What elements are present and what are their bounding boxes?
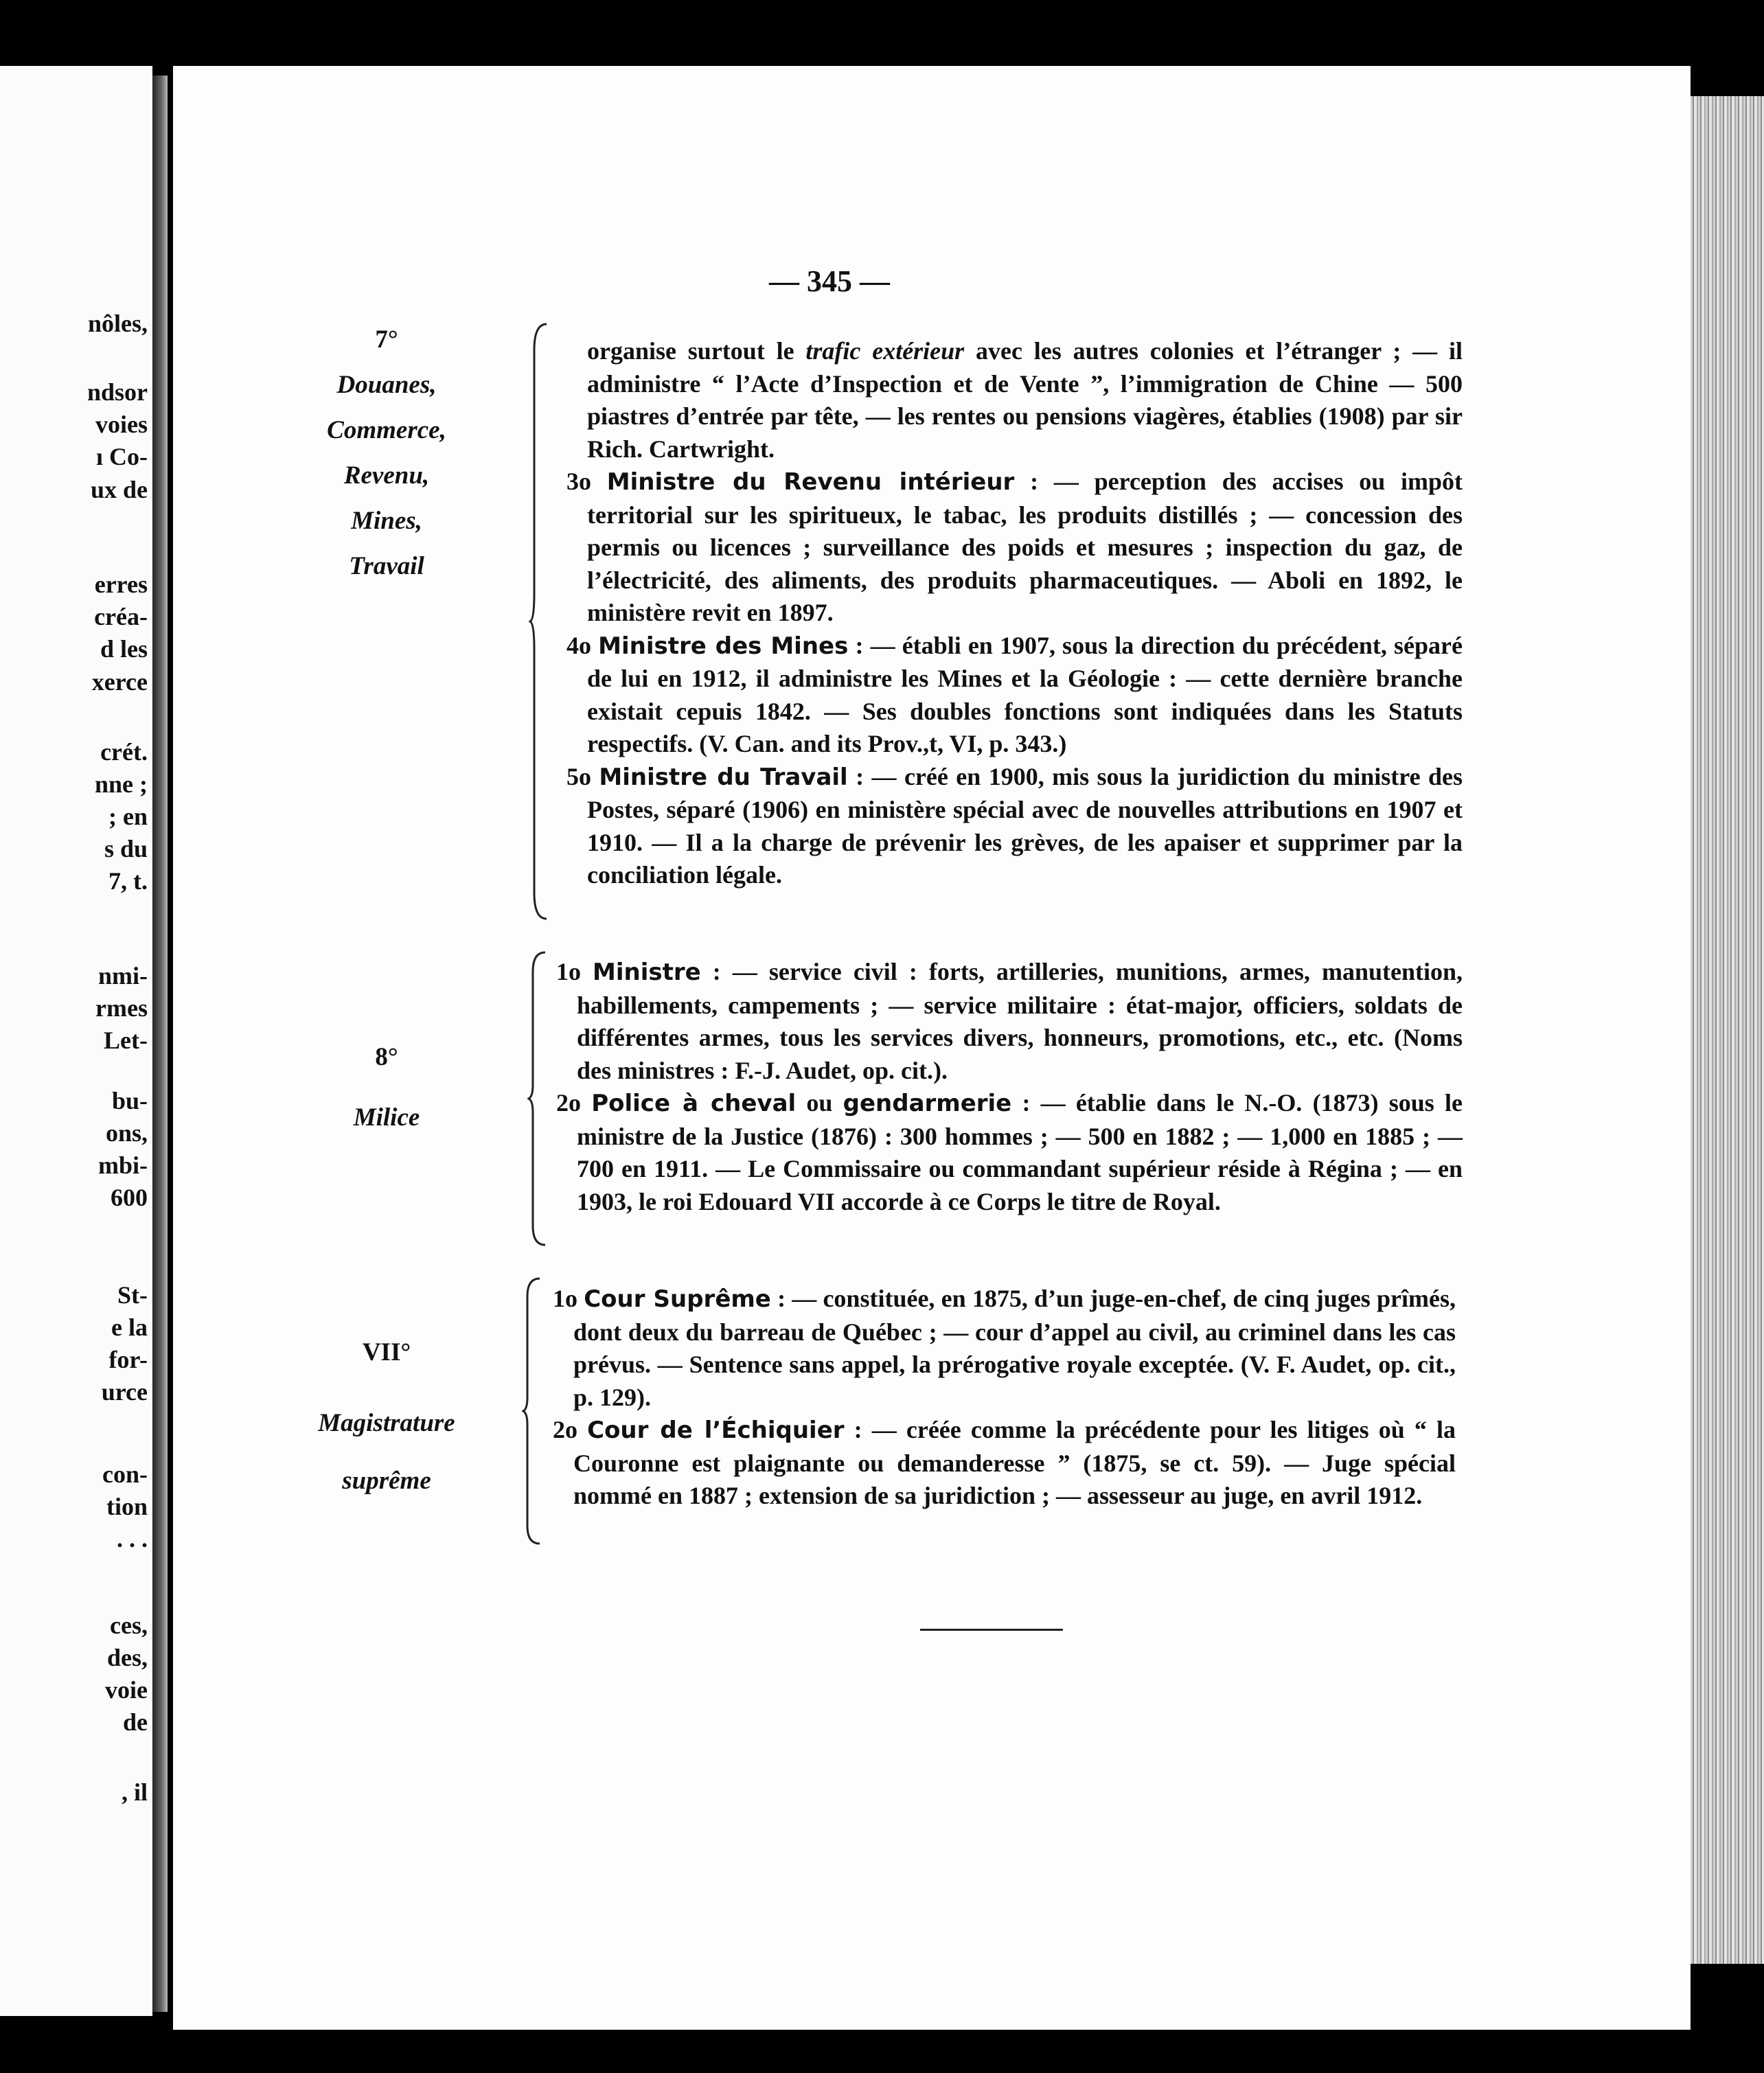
section-title-line: Revenu, — [343, 461, 430, 490]
item-number: 4o — [566, 631, 591, 659]
facing-page-fragment: ; en — [108, 803, 148, 830]
item-number: 5o — [566, 762, 591, 790]
item-heading: Ministre des Mines — [598, 632, 849, 660]
facing-page-fragment: mbi- — [98, 1152, 148, 1179]
list-item — [556, 466, 1463, 630]
facing-page-fragment: rmes — [95, 994, 148, 1022]
item-number: 1o — [556, 958, 581, 985]
section-title-line: Mines, — [351, 507, 422, 535]
item-number: 1o — [553, 1285, 577, 1312]
section-number: 7° — [375, 325, 398, 354]
section-VII-text — [542, 1283, 1456, 1513]
section-label-8 — [270, 1042, 503, 1141]
section-title-line: Magistrature — [318, 1409, 455, 1437]
item-text: : — établi en 1907, sous la direction du précédent, séparé de lui en 1912, il administre les Mines et la Géologie : — cette dernière branche existait cepuis 1842. — Ses doubles fonctions sont indiquées dans les Statuts respectifs. (V. Can. and its Prov.,t, VI, p. 343.) — [587, 631, 1463, 757]
facing-page-fragment: ndsor — [87, 378, 148, 406]
item-text: : — établie dans le N.-O. (1873) sous le ministre de la Justice (1876) : 300 hommes ; — 500 en 1882 ; — 1,000 en 1885 ; — 700 en 1911. — Le Commissaire ou commandant supérieur réside à Régina ; — en 1903, le roi Edouard VII accorde à ce Corps le titre de Royal. — [577, 1089, 1463, 1215]
section-label-7 — [270, 325, 503, 589]
item-heading: Cour de l’Échiquier — [587, 1417, 845, 1444]
section-title-line: Milice — [353, 1103, 420, 1132]
list-item — [542, 1283, 1456, 1414]
item-text: : — perception des accises ou impôt territorial sur les spiritueux, le tabac, les produits distillés ; — concession des permis ou licences ; surveillance des poids et mesures ; inspection du gaz, de l’électricité, des aliments, des produits pharmaceutiques. — Aboli en 1892, le ministère revit en 1897. — [587, 468, 1463, 626]
facing-page-fragment: . . . — [117, 1525, 148, 1553]
facing-page-fragment: des, — [106, 1644, 148, 1671]
facing-page-fragment: bu- — [111, 1087, 148, 1114]
page-number: — 345 — — [769, 264, 890, 298]
facing-page-fragment: d les — [100, 635, 148, 663]
list-item — [556, 761, 1463, 892]
facing-page-fragment: ces, — [110, 1612, 148, 1639]
section-label-VII — [270, 1338, 503, 1510]
item-text: ou — [796, 1089, 843, 1116]
item-number: 2o — [553, 1416, 577, 1443]
facing-page-fragment: for- — [108, 1346, 148, 1373]
item-heading: Ministre — [593, 959, 701, 986]
list-item — [542, 1414, 1456, 1513]
book-gutter — [152, 76, 168, 2012]
section-7-text — [556, 335, 1463, 892]
item-number: 3o — [566, 468, 591, 495]
facing-page-fragment: con- — [102, 1461, 148, 1488]
brace — [527, 951, 547, 1246]
facing-page-fragment: voie — [105, 1676, 148, 1704]
facing-page-fragment: créa- — [94, 603, 148, 630]
item-heading: Cour Suprême — [584, 1285, 771, 1313]
section-8-text — [556, 956, 1463, 1218]
facing-page-fragment: xerce — [91, 668, 148, 696]
section-title-line: Travail — [349, 552, 424, 580]
item-heading: gendarmerie — [843, 1090, 1012, 1117]
facing-page-fragment: e la — [111, 1314, 148, 1341]
facing-page-fragment: St- — [117, 1281, 148, 1309]
brace — [522, 1277, 541, 1545]
section-title-line: Commerce, — [327, 416, 446, 444]
facing-page-fragment: de — [123, 1708, 148, 1736]
item-heading: Ministre du Travail — [599, 763, 848, 791]
list-item — [556, 1087, 1463, 1218]
facing-page-fragment: 7, t. — [108, 867, 148, 895]
book-page-edges — [1691, 96, 1764, 1964]
facing-page-fragment: nôles, — [87, 310, 148, 337]
brace — [529, 323, 548, 920]
facing-page-fragment: ı Co- — [96, 443, 148, 470]
section-title-line: suprême — [342, 1467, 431, 1495]
facing-page-fragment: Let- — [104, 1027, 148, 1054]
section-number: VII° — [362, 1338, 411, 1366]
item-text: : — créé en 1900, mis sous la juridiction du ministre des Postes, séparé (1906) en ministère spécial avec de nouvelles attributions en 1907 et 1910. — Il a la charge de prévenir les grèves, de les apaiser et supprimer par la conciliation légale. — [587, 762, 1463, 889]
facing-page-fragment: s du — [104, 835, 148, 862]
item-text: : — constituée, en 1875, d’un juge-en-chef, de cinq juges prîmés, dont deux du barreau de Québec ; — cour d’appel au civil, au criminel dans les cas prévus. — Sentence sans appel, la prérogative royale exceptée. (V. F. Audet, op. cit., p. 129). — [573, 1285, 1456, 1411]
facing-page-fragment: voies — [95, 411, 148, 438]
facing-page-fragment: erres — [94, 571, 148, 598]
facing-page-fragment: ux de — [90, 476, 148, 503]
facing-page-fragment: ons, — [105, 1119, 148, 1147]
facing-page-fragment: crét. — [100, 738, 148, 766]
item-heading: Police à cheval — [591, 1090, 797, 1117]
section-number: 8° — [375, 1043, 398, 1071]
facing-page-fragment: urce — [101, 1378, 148, 1406]
continuation-text: organise surtout le trafic extérieur avec les autres colonies et l’étranger ; — il administre “ l’Acte d’Inspection et de Vente ”, l’immigration de Chine — 500 piastres d’entrée par tête, — les rentes ou pensions viagères, établies (1908) par sir Rich. Cartwright. — [587, 337, 1463, 463]
item-number: 2o — [556, 1089, 581, 1116]
item-text: : — créée comme la précédente pour les litiges où “ la Couronne est plaignante ou demanderesse ” (1875, se ct. 59). — Juge spécial nommé en 1887 ; extension de sa juridiction ; — assesseur au juge, en avril 1912. — [573, 1416, 1456, 1509]
item-heading: Ministre du Revenu intérieur — [606, 468, 1015, 496]
facing-page-fragment: tion — [106, 1493, 148, 1520]
list-item — [556, 956, 1463, 1087]
facing-page-fragment: 600 — [111, 1184, 148, 1211]
facing-page-fragment: nne ; — [94, 770, 148, 798]
facing-page-fragment: nmi- — [98, 962, 148, 989]
list-item — [556, 630, 1463, 761]
item-text: : — service civil : forts, artilleries, munitions, armes, manutention, habillements, campements ; — service militaire : état-major, officiers, soldats de différentes armes, tous les services divers, honneurs, promotions, etc., etc. (Noms des ministres : F.-J. Audet, op. cit.). — [577, 958, 1463, 1084]
paragraph — [556, 335, 1463, 466]
end-rule — [920, 1629, 1063, 1631]
facing-page-fragment: , il — [121, 1778, 148, 1806]
section-title-line: Douanes, — [336, 371, 437, 399]
